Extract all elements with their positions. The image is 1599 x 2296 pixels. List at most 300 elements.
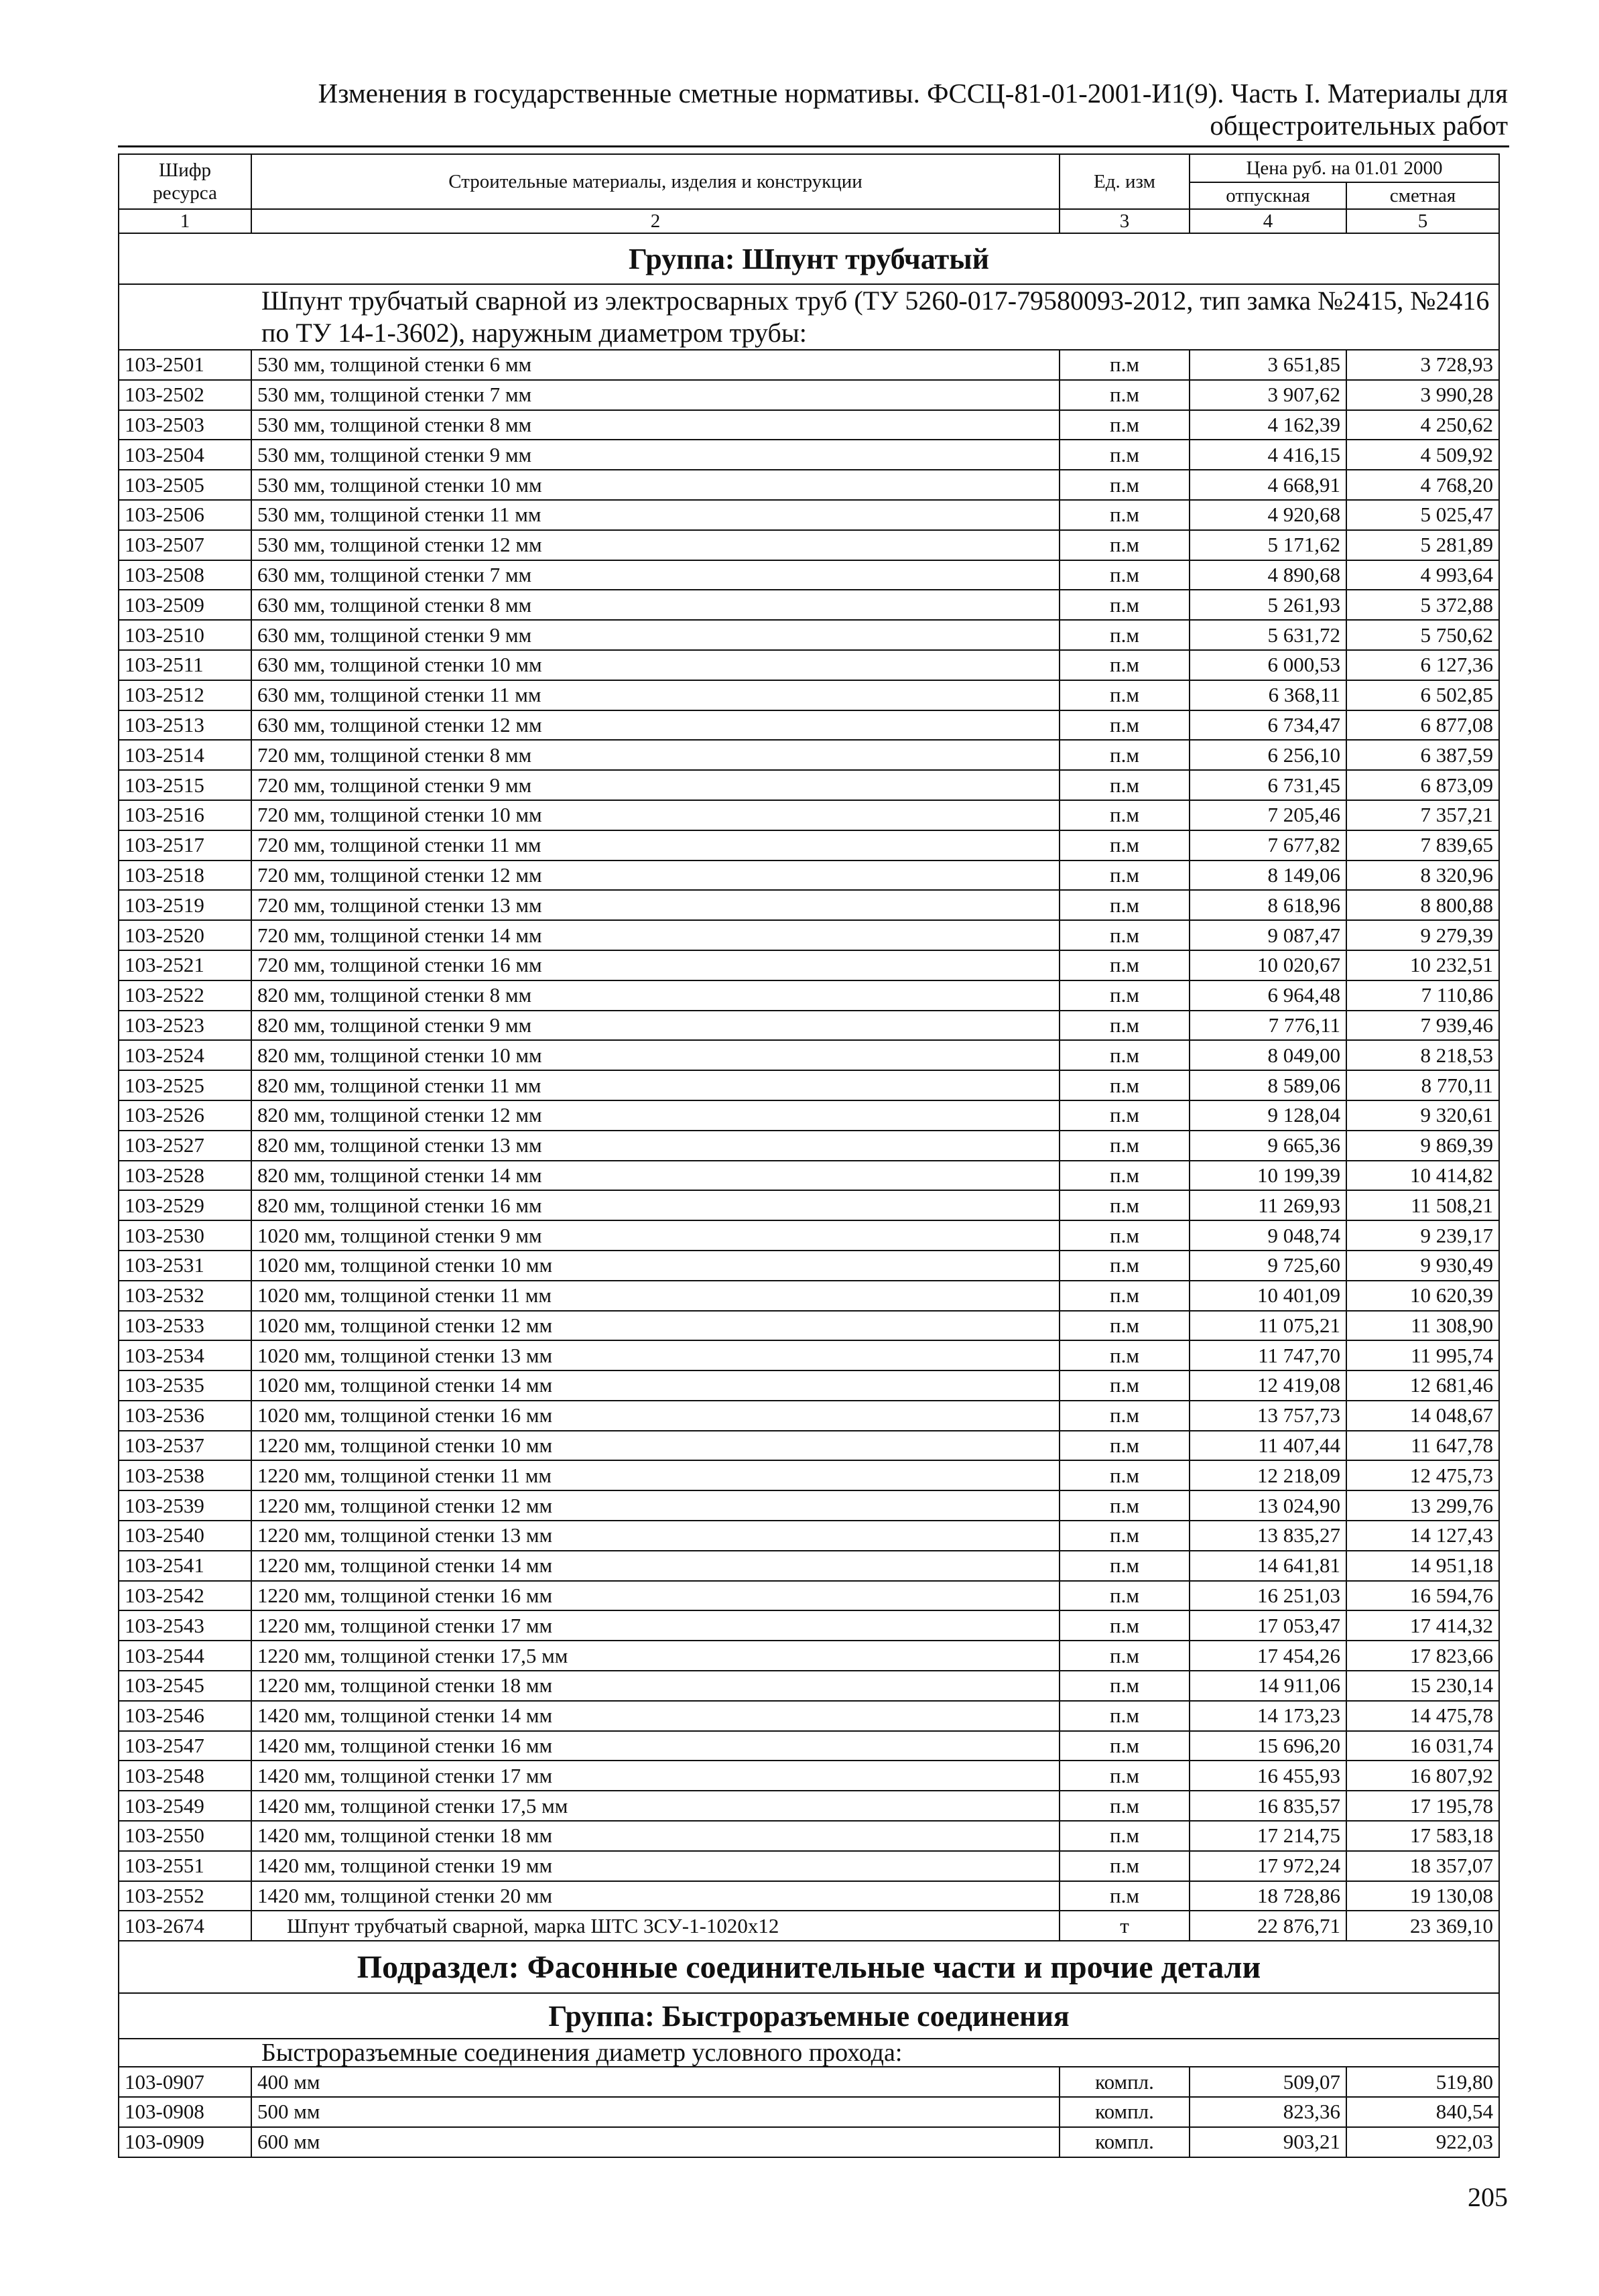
resource-code-cell: 103-2523 [119, 1011, 251, 1041]
material-name-cell: 1420 мм, толщиной стенки 17,5 мм [251, 1791, 1060, 1821]
material-name-cell: 720 мм, толщиной стенки 10 мм [251, 800, 1060, 830]
estimate-price-cell: 9 320,61 [1346, 1100, 1499, 1131]
resource-code-cell: 103-2540 [119, 1521, 251, 1551]
unit-cell: п.м [1060, 410, 1190, 440]
estimate-price-cell: 7 110,86 [1346, 980, 1499, 1011]
table-row [119, 440, 1499, 470]
release-price-cell: 16 251,03 [1190, 1581, 1346, 1611]
release-price-cell: 12 419,08 [1190, 1370, 1346, 1401]
resource-code-cell: 103-2526 [119, 1100, 251, 1131]
unit-cell: п.м [1060, 1610, 1190, 1641]
unit-cell: п.м [1060, 800, 1190, 830]
unit-cell: п.м [1060, 1490, 1190, 1521]
material-name-cell: 820 мм, толщиной стенки 12 мм [251, 1100, 1060, 1131]
material-name-cell: 1420 мм, толщиной стенки 17 мм [251, 1761, 1060, 1791]
table-row [119, 1701, 1499, 1731]
material-name-cell: 1420 мм, толщиной стенки 14 мм [251, 1701, 1060, 1731]
table-row [119, 380, 1499, 410]
resource-code-cell: 103-2551 [119, 1851, 251, 1881]
release-price-cell: 17 972,24 [1190, 1851, 1346, 1881]
material-name-cell: 1220 мм, толщиной стенки 13 мм [251, 1521, 1060, 1551]
estimate-price-cell: 4 250,62 [1346, 410, 1499, 440]
resource-code-cell: 103-2518 [119, 860, 251, 891]
release-price-cell: 4 890,68 [1190, 560, 1346, 590]
page-header [121, 77, 1508, 141]
material-name-cell: 630 мм, толщиной стенки 12 мм [251, 710, 1060, 741]
material-name-cell: 1420 мм, толщиной стенки 20 мм [251, 1881, 1060, 1911]
release-price-cell: 15 696,20 [1190, 1731, 1346, 1761]
group-title: Группа: Шпунт трубчатый [119, 233, 1499, 284]
table-row [119, 920, 1499, 950]
table-row [119, 890, 1499, 920]
estimate-price-cell: 8 770,11 [1346, 1070, 1499, 1100]
unit-cell: п.м [1060, 1791, 1190, 1821]
col-header-unit: Ед. изм [1060, 154, 1190, 209]
estimate-price-cell: 17 583,18 [1346, 1821, 1499, 1851]
resource-code-cell: 103-2508 [119, 560, 251, 590]
estimate-price-cell: 17 195,78 [1346, 1791, 1499, 1821]
resource-code-cell: 103-2512 [119, 680, 251, 710]
estimate-price-cell: 922,03 [1346, 2127, 1499, 2157]
release-price-cell: 14 173,23 [1190, 1701, 1346, 1731]
resource-code-cell: 103-2505 [119, 470, 251, 500]
col-header-price: Цена руб. на 01.01 2000 [1190, 154, 1499, 182]
release-price-cell: 8 049,00 [1190, 1040, 1346, 1070]
resource-code-cell: 103-2539 [119, 1490, 251, 1521]
unit-cell: т [1060, 1911, 1190, 1941]
release-price-cell: 8 149,06 [1190, 860, 1346, 891]
release-price-cell: 8 618,96 [1190, 890, 1346, 920]
release-price-cell: 9 087,47 [1190, 920, 1346, 950]
column-numbers-row [119, 209, 1499, 233]
table-row [119, 1131, 1499, 1161]
unit-cell: п.м [1060, 770, 1190, 800]
unit-cell: п.м [1060, 470, 1190, 500]
release-price-cell: 10 020,67 [1190, 950, 1346, 980]
table-row [119, 830, 1499, 860]
release-price-cell: 3 651,85 [1190, 350, 1346, 380]
unit-cell: компл. [1060, 2067, 1190, 2097]
estimate-price-cell: 16 594,76 [1346, 1581, 1499, 1611]
unit-cell: п.м [1060, 1161, 1190, 1191]
table-row [119, 410, 1499, 440]
resource-code-cell: 103-2533 [119, 1311, 251, 1341]
group-description-row [119, 2039, 1499, 2067]
resource-code-cell: 103-2537 [119, 1431, 251, 1461]
resource-code-cell: 103-2542 [119, 1581, 251, 1611]
release-price-cell: 6 256,10 [1190, 740, 1346, 770]
release-price-cell: 12 218,09 [1190, 1460, 1346, 1490]
group-title: Группа: Быстроразъемные соединения [119, 1993, 1499, 2039]
estimate-price-cell: 14 048,67 [1346, 1401, 1499, 1431]
resource-code-cell: 103-2506 [119, 500, 251, 530]
table-row [119, 2097, 1499, 2127]
table-row [119, 2067, 1499, 2097]
table-row [119, 1791, 1499, 1821]
table-row [119, 350, 1499, 380]
release-price-cell: 10 199,39 [1190, 1161, 1346, 1191]
estimate-price-cell: 17 823,66 [1346, 1641, 1499, 1671]
table-row [119, 680, 1499, 710]
material-name-cell: 1020 мм, толщиной стенки 16 мм [251, 1401, 1060, 1431]
col-header-name: Строительные материалы, изделия и конструкции [251, 154, 1060, 209]
release-price-cell: 13 835,27 [1190, 1521, 1346, 1551]
material-name-cell: 530 мм, толщиной стенки 9 мм [251, 440, 1060, 470]
resource-code-cell: 103-2549 [119, 1791, 251, 1821]
table-row [119, 530, 1499, 560]
resource-code-cell: 103-0909 [119, 2127, 251, 2157]
estimate-price-cell: 6 873,09 [1346, 770, 1499, 800]
table-row [119, 1190, 1499, 1220]
release-price-cell: 9 128,04 [1190, 1100, 1346, 1131]
unit-cell: п.м [1060, 830, 1190, 860]
unit-cell: п.м [1060, 1731, 1190, 1761]
resource-code-cell: 103-2515 [119, 770, 251, 800]
resource-code-cell: 103-2546 [119, 1701, 251, 1731]
resource-code-cell: 103-2513 [119, 710, 251, 741]
estimate-price-cell: 18 357,07 [1346, 1851, 1499, 1881]
release-price-cell: 9 725,60 [1190, 1251, 1346, 1281]
resource-code-cell: 103-2503 [119, 410, 251, 440]
unit-cell: п.м [1060, 1881, 1190, 1911]
resource-code-cell: 103-2545 [119, 1671, 251, 1701]
resource-code-cell: 103-2538 [119, 1460, 251, 1490]
release-price-cell: 6 368,11 [1190, 680, 1346, 710]
resource-code-cell: 103-2547 [119, 1731, 251, 1761]
unit-cell: п.м [1060, 1671, 1190, 1701]
material-name-cell: 820 мм, толщиной стенки 13 мм [251, 1131, 1060, 1161]
table-row [119, 1040, 1499, 1070]
estimate-price-cell: 17 414,32 [1346, 1610, 1499, 1641]
estimate-price-cell: 7 939,46 [1346, 1011, 1499, 1041]
estimate-price-cell: 8 218,53 [1346, 1040, 1499, 1070]
estimate-price-cell: 9 279,39 [1346, 920, 1499, 950]
unit-cell: п.м [1060, 350, 1190, 380]
resource-code-cell: 103-2674 [119, 1911, 251, 1941]
resource-code-cell: 103-2516 [119, 800, 251, 830]
release-price-cell: 4 920,68 [1190, 500, 1346, 530]
table-row [119, 1401, 1499, 1431]
release-price-cell: 5 171,62 [1190, 530, 1346, 560]
estimate-price-cell: 6 502,85 [1346, 680, 1499, 710]
release-price-cell: 6 734,47 [1190, 710, 1346, 741]
resource-code-cell: 103-2524 [119, 1040, 251, 1070]
table-row [119, 1641, 1499, 1671]
table-row [119, 1761, 1499, 1791]
material-name-cell: 820 мм, толщиной стенки 16 мм [251, 1190, 1060, 1220]
release-price-cell: 11 075,21 [1190, 1311, 1346, 1341]
estimate-price-cell: 13 299,76 [1346, 1490, 1499, 1521]
unit-cell: компл. [1060, 2127, 1190, 2157]
table-row [119, 1851, 1499, 1881]
resource-code-cell: 103-2548 [119, 1761, 251, 1791]
release-price-cell: 6 964,48 [1190, 980, 1346, 1011]
resource-code-cell: 103-2507 [119, 530, 251, 560]
estimate-price-cell: 5 372,88 [1346, 590, 1499, 620]
table-row [119, 620, 1499, 650]
release-price-cell: 16 835,57 [1190, 1791, 1346, 1821]
table-row [119, 1821, 1499, 1851]
resource-code-cell: 103-2501 [119, 350, 251, 380]
estimate-price-cell: 6 387,59 [1346, 740, 1499, 770]
table-row [119, 1551, 1499, 1581]
material-name-cell: 1420 мм, толщиной стенки 19 мм [251, 1851, 1060, 1881]
material-name-cell: 1220 мм, толщиной стенки 14 мм [251, 1551, 1060, 1581]
table-row [119, 1070, 1499, 1100]
unit-cell: п.м [1060, 1251, 1190, 1281]
resource-code-cell: 103-2530 [119, 1220, 251, 1251]
table-row [119, 1340, 1499, 1370]
resource-code-cell: 103-2534 [119, 1340, 251, 1370]
material-name-cell: 720 мм, толщиной стенки 12 мм [251, 860, 1060, 891]
release-price-cell: 14 641,81 [1190, 1551, 1346, 1581]
table-row [119, 1521, 1499, 1551]
material-name-cell: 530 мм, толщиной стенки 12 мм [251, 530, 1060, 560]
resource-code-cell: 103-2544 [119, 1641, 251, 1671]
resource-code-cell: 103-2541 [119, 1551, 251, 1581]
estimate-price-cell: 3 990,28 [1346, 380, 1499, 410]
resource-code-cell: 103-2528 [119, 1161, 251, 1191]
material-name-cell: 820 мм, толщиной стенки 8 мм [251, 980, 1060, 1011]
material-name-cell: 1220 мм, толщиной стенки 10 мм [251, 1431, 1060, 1461]
material-name-cell: 720 мм, толщиной стенки 14 мм [251, 920, 1060, 950]
group-description: Шпунт трубчатый сварной из электросварных труб (ТУ 5260-017-79580093-2012, тип замка №2415, №2416 по ТУ 14-1-3602), наружным диаметром трубы: [119, 284, 1499, 350]
table-row [119, 950, 1499, 980]
table-row [119, 1311, 1499, 1341]
release-price-cell: 17 454,26 [1190, 1641, 1346, 1671]
resource-code-cell: 103-2521 [119, 950, 251, 980]
material-name-cell: 1220 мм, толщиной стенки 12 мм [251, 1490, 1060, 1521]
unit-cell: п.м [1060, 1190, 1190, 1220]
resource-code-cell: 103-2536 [119, 1401, 251, 1431]
unit-cell: п.м [1060, 440, 1190, 470]
material-name-cell: 630 мм, толщиной стенки 8 мм [251, 590, 1060, 620]
release-price-cell: 823,36 [1190, 2097, 1346, 2127]
release-price-cell: 11 269,93 [1190, 1190, 1346, 1220]
unit-cell: п.м [1060, 1040, 1190, 1070]
material-name-cell: 1420 мм, толщиной стенки 16 мм [251, 1731, 1060, 1761]
release-price-cell: 11 407,44 [1190, 1431, 1346, 1461]
estimate-price-cell: 11 508,21 [1346, 1190, 1499, 1220]
table-row [119, 770, 1499, 800]
unit-cell: п.м [1060, 740, 1190, 770]
unit-cell: п.м [1060, 1581, 1190, 1611]
estimate-price-cell: 11 995,74 [1346, 1340, 1499, 1370]
unit-cell: п.м [1060, 380, 1190, 410]
release-price-cell: 8 589,06 [1190, 1070, 1346, 1100]
col-number: 1 [119, 209, 251, 233]
estimate-price-cell: 10 620,39 [1346, 1281, 1499, 1311]
unit-cell: п.м [1060, 1851, 1190, 1881]
table-row [119, 1281, 1499, 1311]
material-name-cell: 820 мм, толщиной стенки 11 мм [251, 1070, 1060, 1100]
material-name-cell: 720 мм, толщиной стенки 16 мм [251, 950, 1060, 980]
col-header-release-price: отпускная [1190, 182, 1346, 209]
table-row [119, 710, 1499, 741]
release-price-cell: 4 416,15 [1190, 440, 1346, 470]
unit-cell: п.м [1060, 1460, 1190, 1490]
material-name-cell: 630 мм, толщиной стенки 9 мм [251, 620, 1060, 650]
release-price-cell: 10 401,09 [1190, 1281, 1346, 1311]
material-name-cell: 720 мм, толщиной стенки 9 мм [251, 770, 1060, 800]
resource-code-cell: 103-2532 [119, 1281, 251, 1311]
estimate-price-cell: 10 232,51 [1346, 950, 1499, 980]
estimate-price-cell: 4 993,64 [1346, 560, 1499, 590]
material-name-cell: 530 мм, толщиной стенки 7 мм [251, 380, 1060, 410]
material-name-cell: 1020 мм, толщиной стенки 12 мм [251, 1311, 1060, 1341]
material-name-cell: 600 мм [251, 2127, 1060, 2157]
estimate-price-cell: 16 807,92 [1346, 1761, 1499, 1791]
estimate-price-cell: 19 130,08 [1346, 1881, 1499, 1911]
estimate-price-cell: 9 930,49 [1346, 1251, 1499, 1281]
release-price-cell: 3 907,62 [1190, 380, 1346, 410]
resource-code-cell: 103-2527 [119, 1131, 251, 1161]
material-name-cell: 1020 мм, толщиной стенки 13 мм [251, 1340, 1060, 1370]
resource-code-cell: 103-2509 [119, 590, 251, 620]
table-row [119, 1220, 1499, 1251]
estimate-price-cell: 5 750,62 [1346, 620, 1499, 650]
material-name-cell: 630 мм, толщиной стенки 11 мм [251, 680, 1060, 710]
col-header-estimate-price: сметная [1346, 182, 1499, 209]
table-row [119, 1251, 1499, 1281]
unit-cell: п.м [1060, 1701, 1190, 1731]
group-description-row [119, 284, 1499, 350]
unit-cell: п.м [1060, 1340, 1190, 1370]
estimate-price-cell: 14 127,43 [1346, 1521, 1499, 1551]
table-row [119, 1370, 1499, 1401]
release-price-cell: 13 757,73 [1190, 1401, 1346, 1431]
header-line-2: общестроительных работ [1210, 110, 1508, 141]
unit-cell: п.м [1060, 620, 1190, 650]
material-name-cell: 720 мм, толщиной стенки 11 мм [251, 830, 1060, 860]
material-name-cell: 720 мм, толщиной стенки 13 мм [251, 890, 1060, 920]
estimate-price-cell: 9 239,17 [1346, 1220, 1499, 1251]
unit-cell: п.м [1060, 1401, 1190, 1431]
release-price-cell: 7 205,46 [1190, 800, 1346, 830]
material-name-cell: 1020 мм, толщиной стенки 10 мм [251, 1251, 1060, 1281]
unit-cell: п.м [1060, 1220, 1190, 1251]
table-row [119, 740, 1499, 770]
unit-cell: п.м [1060, 530, 1190, 560]
unit-cell: п.м [1060, 650, 1190, 680]
table-row [119, 1011, 1499, 1041]
estimate-price-cell: 12 475,73 [1346, 1460, 1499, 1490]
release-price-cell: 9 048,74 [1190, 1220, 1346, 1251]
material-name-cell: 820 мм, толщиной стенки 9 мм [251, 1011, 1060, 1041]
material-name-cell: 530 мм, толщиной стенки 10 мм [251, 470, 1060, 500]
unit-cell: п.м [1060, 980, 1190, 1011]
release-price-cell: 9 665,36 [1190, 1131, 1346, 1161]
table-row [119, 1431, 1499, 1461]
material-name-cell: 1220 мм, толщиной стенки 17 мм [251, 1610, 1060, 1641]
material-name-cell: 400 мм [251, 2067, 1060, 2097]
table-row [119, 860, 1499, 891]
release-price-cell: 5 261,93 [1190, 590, 1346, 620]
unit-cell: п.м [1060, 1100, 1190, 1131]
unit-cell: п.м [1060, 1011, 1190, 1041]
unit-cell: п.м [1060, 560, 1190, 590]
material-name-cell: 530 мм, толщиной стенки 11 мм [251, 500, 1060, 530]
table-row [119, 1100, 1499, 1131]
estimate-price-cell: 16 031,74 [1346, 1731, 1499, 1761]
resource-code-cell: 103-2519 [119, 890, 251, 920]
estimate-price-cell: 840,54 [1346, 2097, 1499, 2127]
unit-cell: п.м [1060, 1551, 1190, 1581]
resource-code-cell: 103-2531 [119, 1251, 251, 1281]
unit-cell: п.м [1060, 1431, 1190, 1461]
material-name-cell: 820 мм, толщиной стенки 14 мм [251, 1161, 1060, 1191]
estimate-price-cell: 23 369,10 [1346, 1911, 1499, 1941]
subsection-row [119, 1941, 1499, 1993]
estimate-price-cell: 5 025,47 [1346, 500, 1499, 530]
unit-cell: п.м [1060, 1761, 1190, 1791]
release-price-cell: 4 668,91 [1190, 470, 1346, 500]
unit-cell: п.м [1060, 1370, 1190, 1401]
material-name-cell: 1020 мм, толщиной стенки 9 мм [251, 1220, 1060, 1251]
table-row [119, 590, 1499, 620]
material-name-cell: 530 мм, толщиной стенки 8 мм [251, 410, 1060, 440]
estimate-price-cell: 5 281,89 [1346, 530, 1499, 560]
table-row [119, 1161, 1499, 1191]
estimate-price-cell: 14 475,78 [1346, 1701, 1499, 1731]
material-name-cell: 1220 мм, толщиной стенки 17,5 мм [251, 1641, 1060, 1671]
table-row [119, 980, 1499, 1011]
resource-code-cell: 103-2522 [119, 980, 251, 1011]
material-name-cell: 530 мм, толщиной стенки 6 мм [251, 350, 1060, 380]
resource-code-cell: 103-2550 [119, 1821, 251, 1851]
resource-code-cell: 103-2517 [119, 830, 251, 860]
material-name-cell: 820 мм, толщиной стенки 10 мм [251, 1040, 1060, 1070]
resource-code-cell: 103-2511 [119, 650, 251, 680]
resource-code-cell: 103-2514 [119, 740, 251, 770]
resource-code-cell: 103-2525 [119, 1070, 251, 1100]
material-name-cell: 1420 мм, толщиной стенки 18 мм [251, 1821, 1060, 1851]
estimate-price-cell: 7 357,21 [1346, 800, 1499, 830]
release-price-cell: 509,07 [1190, 2067, 1346, 2097]
release-price-cell: 11 747,70 [1190, 1340, 1346, 1370]
unit-cell: п.м [1060, 920, 1190, 950]
col-number: 4 [1190, 209, 1346, 233]
estimate-price-cell: 8 320,96 [1346, 860, 1499, 891]
estimate-price-cell: 12 681,46 [1346, 1370, 1499, 1401]
release-price-cell: 18 728,86 [1190, 1881, 1346, 1911]
release-price-cell: 6 731,45 [1190, 770, 1346, 800]
release-price-cell: 17 053,47 [1190, 1610, 1346, 1641]
estimate-price-cell: 11 647,78 [1346, 1431, 1499, 1461]
estimate-price-cell: 4 509,92 [1346, 440, 1499, 470]
unit-cell: п.м [1060, 1311, 1190, 1341]
unit-cell: п.м [1060, 680, 1190, 710]
unit-cell: п.м [1060, 1521, 1190, 1551]
resource-code-cell: 103-0908 [119, 2097, 251, 2127]
group-row [119, 233, 1499, 284]
unit-cell: п.м [1060, 890, 1190, 920]
table-row [119, 500, 1499, 530]
table-row [119, 1581, 1499, 1611]
resource-code-cell: 103-2535 [119, 1370, 251, 1401]
estimate-price-cell: 519,80 [1346, 2067, 1499, 2097]
estimate-price-cell: 15 230,14 [1346, 1671, 1499, 1701]
unit-cell: компл. [1060, 2097, 1190, 2127]
material-name-cell: 1020 мм, толщиной стенки 14 мм [251, 1370, 1060, 1401]
unit-cell: п.м [1060, 860, 1190, 891]
estimate-price-cell: 9 869,39 [1346, 1131, 1499, 1161]
material-name-cell: 1220 мм, толщиной стенки 11 мм [251, 1460, 1060, 1490]
unit-cell: п.м [1060, 710, 1190, 741]
unit-cell: п.м [1060, 1821, 1190, 1851]
unit-cell: п.м [1060, 1281, 1190, 1311]
group-description: Быстроразъемные соединения диаметр условного прохода: [119, 2039, 1499, 2067]
